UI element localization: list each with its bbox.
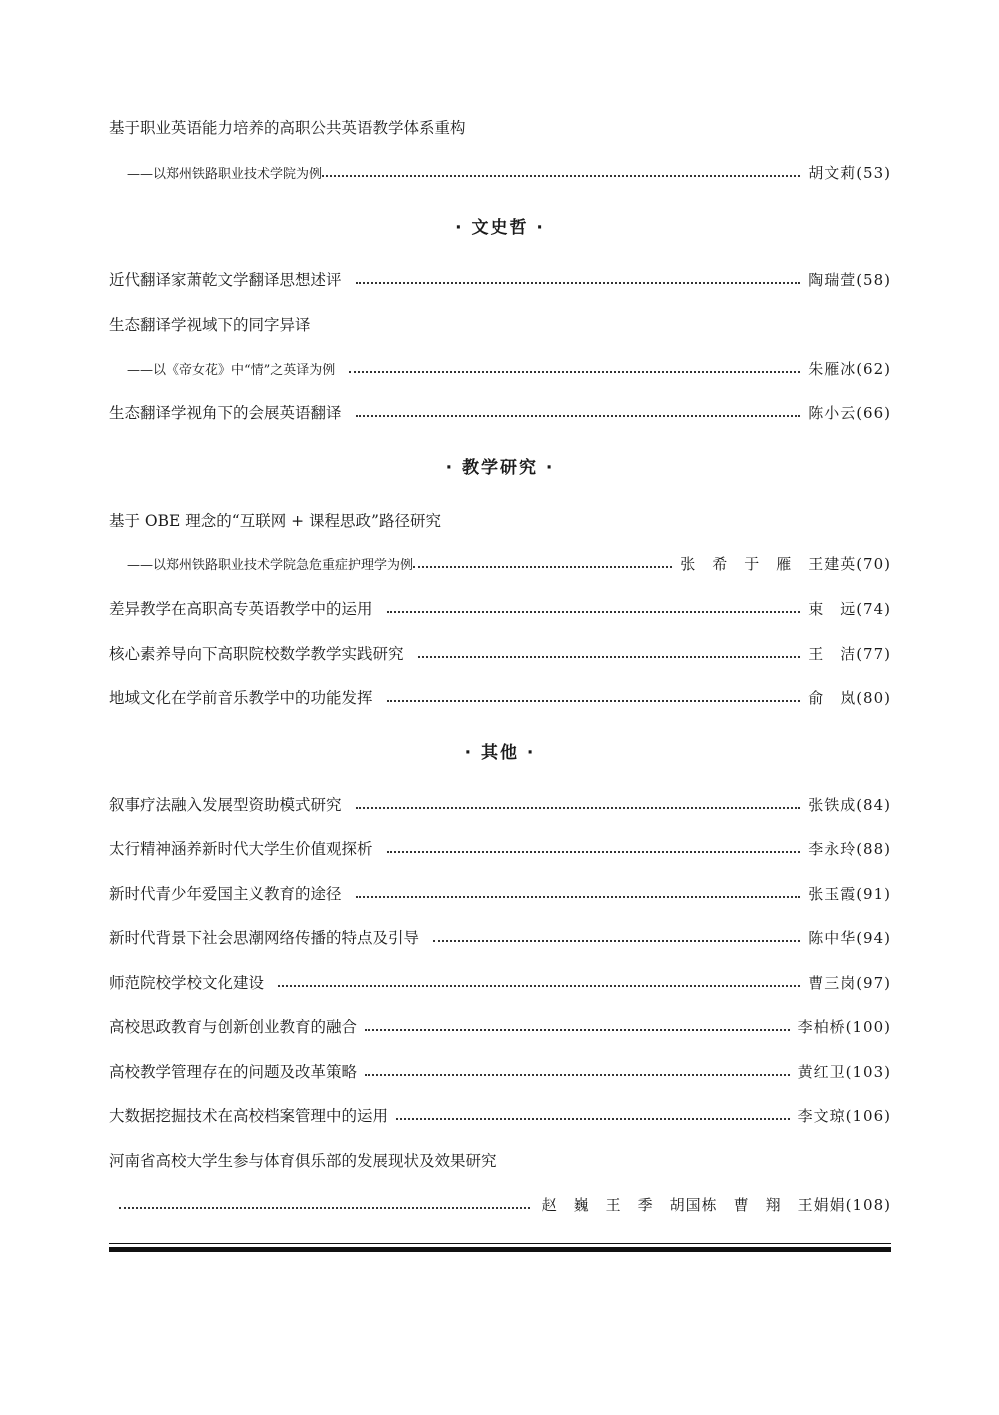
toc-entry-author-page: 陶瑞萱(58) [808,270,891,289]
toc-entry-title: 师范院校学校文化建设 [109,974,265,992]
toc-entry-subtitle: ——以郑州铁路职业技术学院为例 [127,166,323,182]
toc-entry-author-page: 陈小云(66) [808,403,891,422]
toc-entry[interactable] [109,266,891,292]
bottom-rule-thick [109,1247,891,1252]
toc-entry-author-page: 黄红卫(103) [797,1062,891,1081]
toc-entry-title: 生态翻译学视角下的会展英语翻译 [109,404,342,422]
toc-entry-author-page: 胡文莉(53) [808,163,891,182]
leader-dots [365,1028,790,1031]
toc-entry-title: 新时代青少年爱国主义教育的途径 [109,885,342,903]
toc-entry[interactable] [109,924,891,950]
toc-entry[interactable] [109,969,891,995]
toc-entry-author-page: 曹三岗(97) [808,973,891,992]
toc-entry-title: 差异教学在高职高专英语教学中的运用 [109,600,373,618]
leader-dots [413,565,672,568]
leader-dots [356,806,801,809]
toc-entry-title: 高校思政教育与创新创业教育的融合 [109,1018,358,1036]
toc-entry[interactable] [109,1191,891,1217]
toc-entry[interactable] [109,1013,891,1039]
toc-entry-author-page: 俞 岚(80) [808,688,891,707]
toc-entry-title[interactable]: 基于 OBE 理念的“互联网 + 课程思政”路径研究 [109,512,441,530]
leader-dots [356,895,801,898]
leader-dots [119,1206,530,1209]
toc-entry-author-page: 李文琼(106) [797,1106,891,1125]
toc-entry-author-page: 张玉霞(91) [808,884,891,903]
toc-entry[interactable] [109,595,891,621]
toc-entry[interactable] [109,550,891,576]
toc-entry-author-page: 陈中华(94) [808,928,891,947]
leader-dots [387,610,801,613]
toc-entry-title: 地域文化在学前音乐教学中的功能发挥 [109,689,373,707]
toc-entry[interactable] [109,791,891,817]
toc-entry-title: 太行精神涵养新时代大学生价值观探析 [109,840,373,858]
toc-entry[interactable] [109,1058,891,1084]
toc-entry[interactable] [109,399,891,425]
section-heading-wenshizhe: · 文史哲 · [455,218,545,238]
leader-dots [396,1117,790,1120]
toc-entry-author-page: 张铁成(84) [808,795,891,814]
toc-entry-author-page: 朱雁冰(62) [808,359,891,378]
leader-dots [322,174,800,177]
bottom-rule-thin [109,1243,891,1244]
toc-entry[interactable] [109,880,891,906]
section-heading-jiaoxue: · 教学研究 · [445,458,555,478]
toc-entry[interactable] [109,159,891,185]
toc-entry-title[interactable]: 生态翻译学视域下的同字异译 [109,316,311,334]
leader-dots [365,1073,790,1076]
toc-entry[interactable] [109,835,891,861]
leader-dots [356,281,801,284]
toc-entry[interactable] [109,684,891,710]
toc-entry-author-page: 赵 巍 王 季 胡国栋 曹 翔 王娟娟(108) [541,1195,891,1214]
toc-entry-title: 核心素养导向下高职院校数学教学实践研究 [109,645,404,663]
leader-dots [418,655,801,658]
toc-entry[interactable] [109,355,891,381]
toc-entry-author-page: 李柏桥(100) [797,1017,891,1036]
leader-dots [278,984,800,987]
leader-dots [387,850,801,853]
toc-entry-title: 新时代背景下社会思潮网络传播的特点及引导 [109,929,420,947]
toc-entry-title: 高校教学管理存在的问题及改革策略 [109,1063,358,1081]
toc-entry-author-page: 李永玲(88) [808,839,891,858]
toc-entry-title[interactable]: 基于职业英语能力培养的高职公共英语教学体系重构 [109,119,466,137]
leader-dots [387,699,801,702]
toc-entry-subtitle: ——以《帝女花》中“情”之英译为例 [127,362,336,378]
toc-page [109,0,891,1415]
toc-entry-title[interactable]: 河南省高校大学生参与体育俱乐部的发展现状及效果研究 [109,1152,497,1170]
leader-dots [433,939,800,942]
toc-entry[interactable] [109,1102,891,1128]
toc-entry-author-page: 束 远(74) [808,599,891,618]
toc-entry[interactable] [109,640,891,666]
section-heading-qita: · 其他 · [464,743,536,763]
leader-dots [356,414,801,417]
toc-entry-author-page: 张 希 于 雁 王建英(70) [680,554,891,573]
toc-entry-title: 近代翻译家萧乾文学翻译思想述评 [109,271,342,289]
toc-entry-author-page: 王 洁(77) [808,644,891,663]
toc-entry-title: 叙事疗法融入发展型资助模式研究 [109,796,342,814]
toc-entry-subtitle: ——以郑州铁路职业技术学院急危重症护理学为例 [127,557,414,573]
toc-entry-title: 大数据挖掘技术在高校档案管理中的运用 [109,1107,389,1125]
leader-dots [349,370,800,373]
